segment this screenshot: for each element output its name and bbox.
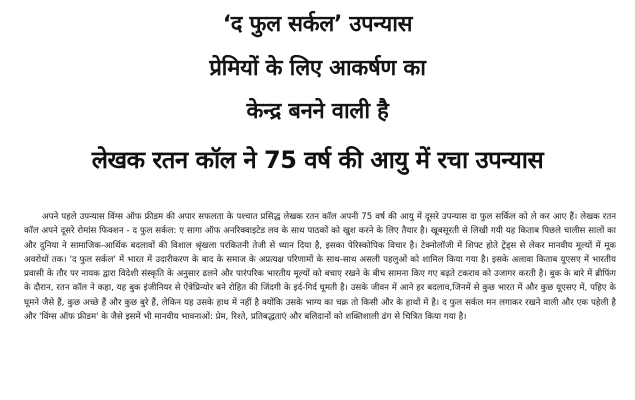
headline xyxy=(0,3,635,133)
headline-line-1: ‘द फुल सर्कल’ उपन्यास xyxy=(222,12,413,37)
headline-line-2: प्रेमियों के लिए आकर्षण का xyxy=(209,56,426,81)
article-body: अपने पहले उपन्यास विंग्स ऑफ फ्रीडम की अपार सफलता के पश्चात प्रसिद्ध लेखक रतन कॉल अपनी 75 वर्ष की आयु में दूसरे उपन्यास दा फुल सर्किल को ले कर आए हैं। लेखक रतन कॉल अपने दूसरे रोमांस फिक्शन - द फुल सर्कल: ए सागा ऑफ अनरिक्वाइटेड लव के साथ पाठकों को खुश करने के लिए तैयार है। खूबसूरती से लिखी गयी यह किताब पिछले चालीस सालों का और दुनिया ने सामाजिक-आर्थिक बदलावों की विशाल श्रृंखला परकितनी तेजी से ध्यान दिया है, इसका पेरिस्कोपिक विचार है। टेक्नोलॉजी में शिफ्ट होते ट्रेंड्स से लेकर मानवीय मूल्यों में मूक अवरोधों तक। 'द फुल सर्कल' में भारत में उदारीकरण के बाद के समाज के अप्रत्यक्ष परिणामों के साथ-साथ असली पहलुओं को शामिल किया गया है। इसके अलावा किताब यूएसए में भारतीय प्रवासी के तौर पर नायक द्वारा विदेशी संस्कृति के अनुसार ढलने और पारंपरिक भारतीय मूल्यों को बचाए रखने के बीच सामना किए गए बढ़ते टकराव को उजागर करती है। बुक के बारे में ब्रीफिंग के दौरान, रतन कॉल ने कहा, यह बुक इंजीनियर से ऐंत्रेप्रिन्योर बने रोहित की जिंदगी के इर्द-गिर्द घूमती है। उसके जीवन में आने हर बदलाव,जिनमें से कुछ भारत में और कुछ यूएसए में, पहिए के घूमने जैसे हैं, कुछ अच्छे हैं और कुछ बुरे हैं, लेकिन यह उसके हाथ में नहीं है क्योंकि उसके भाग्य का चक्र तो किसी और के हाथों में है। द फुल सर्कल मन लगाकर रखने वाली और एक पहेली है और 'विंग्स ऑफ फ्रीडम' के जैसे इसमें भी मानवीय भावनाओं: प्रेम, रिश्ते, प्रतिबद्धताएं और बलिदानों को शक्तिशाली ढंग से चित्रित किया गया है। xyxy=(24,212,616,323)
headline-line-3: केन्द्र बनने वाली है xyxy=(246,99,389,124)
subheadline: लेखक रतन कॉल ने 75 वर्ष की आयु में रचा उपन्यास xyxy=(91,146,544,174)
